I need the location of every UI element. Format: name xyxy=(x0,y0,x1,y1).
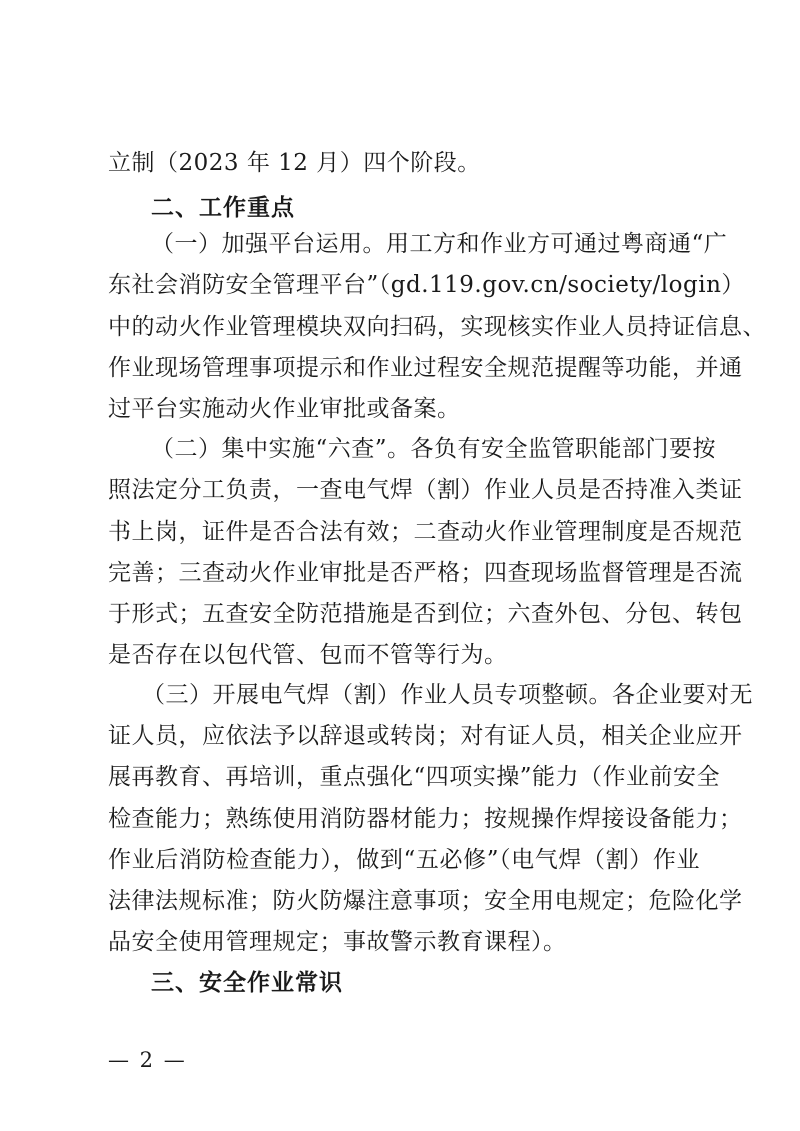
section-heading: 三、安全作业常识 xyxy=(151,970,343,996)
text-line: 完善；三查动火作业审批是否严格；四查现场监督管理是否流 xyxy=(108,560,743,586)
text-line: 照法定分工负责，一查电气焊（割）作业人员是否持准入类证 xyxy=(108,477,743,503)
text-line: 法律法规标准；防火防爆注意事项；安全用电规定；危险化学 xyxy=(108,888,743,914)
text-line: 作业后消防检查能力），做到“五必修”（电气焊（割）作业 xyxy=(108,847,700,873)
text-line: 书上岗，证件是否合法有效；二查动火作业管理制度是否规范 xyxy=(108,519,743,545)
text-line: 东社会消防安全管理平台”（gd.119.gov.cn/society/login） xyxy=(108,272,745,298)
text-line: 立制（2023 年 12 月）四个阶段。 xyxy=(108,150,481,176)
text-line: 品安全使用管理规定；事故警示教育课程）。 xyxy=(108,929,567,955)
text-line: 展再教育、再培训，重点强化“四项实操”能力（作业前安全 xyxy=(108,764,721,790)
section-heading: 二、工作重点 xyxy=(151,195,295,221)
text-line: （二）集中实施“六查”。各负有安全监管职能部门要按 xyxy=(151,436,717,462)
text-line: （一）加强平台运用。用工方和作业方可通过粤商通“广 xyxy=(151,231,728,257)
text-line: 检查能力；熟练使用消防器材能力；按规操作焊接设备能力； xyxy=(108,806,743,832)
text-line: （三）开展电气焊（割）作业人员专项整顿。各企业要对无 xyxy=(142,682,753,708)
text-line: 中的动火作业管理模块双向扫码，实现核实作业人员持证信息、 xyxy=(108,314,766,340)
text-line: 是否存在以包代管、包而不管等行为。 xyxy=(108,642,508,668)
page-number: — 2 — xyxy=(108,1048,187,1072)
text-line: 证人员，应依法予以辞退或转岗；对有证人员，相关企业应开 xyxy=(108,723,743,749)
text-line: 过平台实施动火作业审批或备案。 xyxy=(108,396,461,422)
text-line: 于形式；五查安全防范措施是否到位；六查外包、分包、转包 xyxy=(108,601,743,627)
text-line: 作业现场管理事项提示和作业过程安全规范提醒等功能，并通 xyxy=(108,355,743,381)
